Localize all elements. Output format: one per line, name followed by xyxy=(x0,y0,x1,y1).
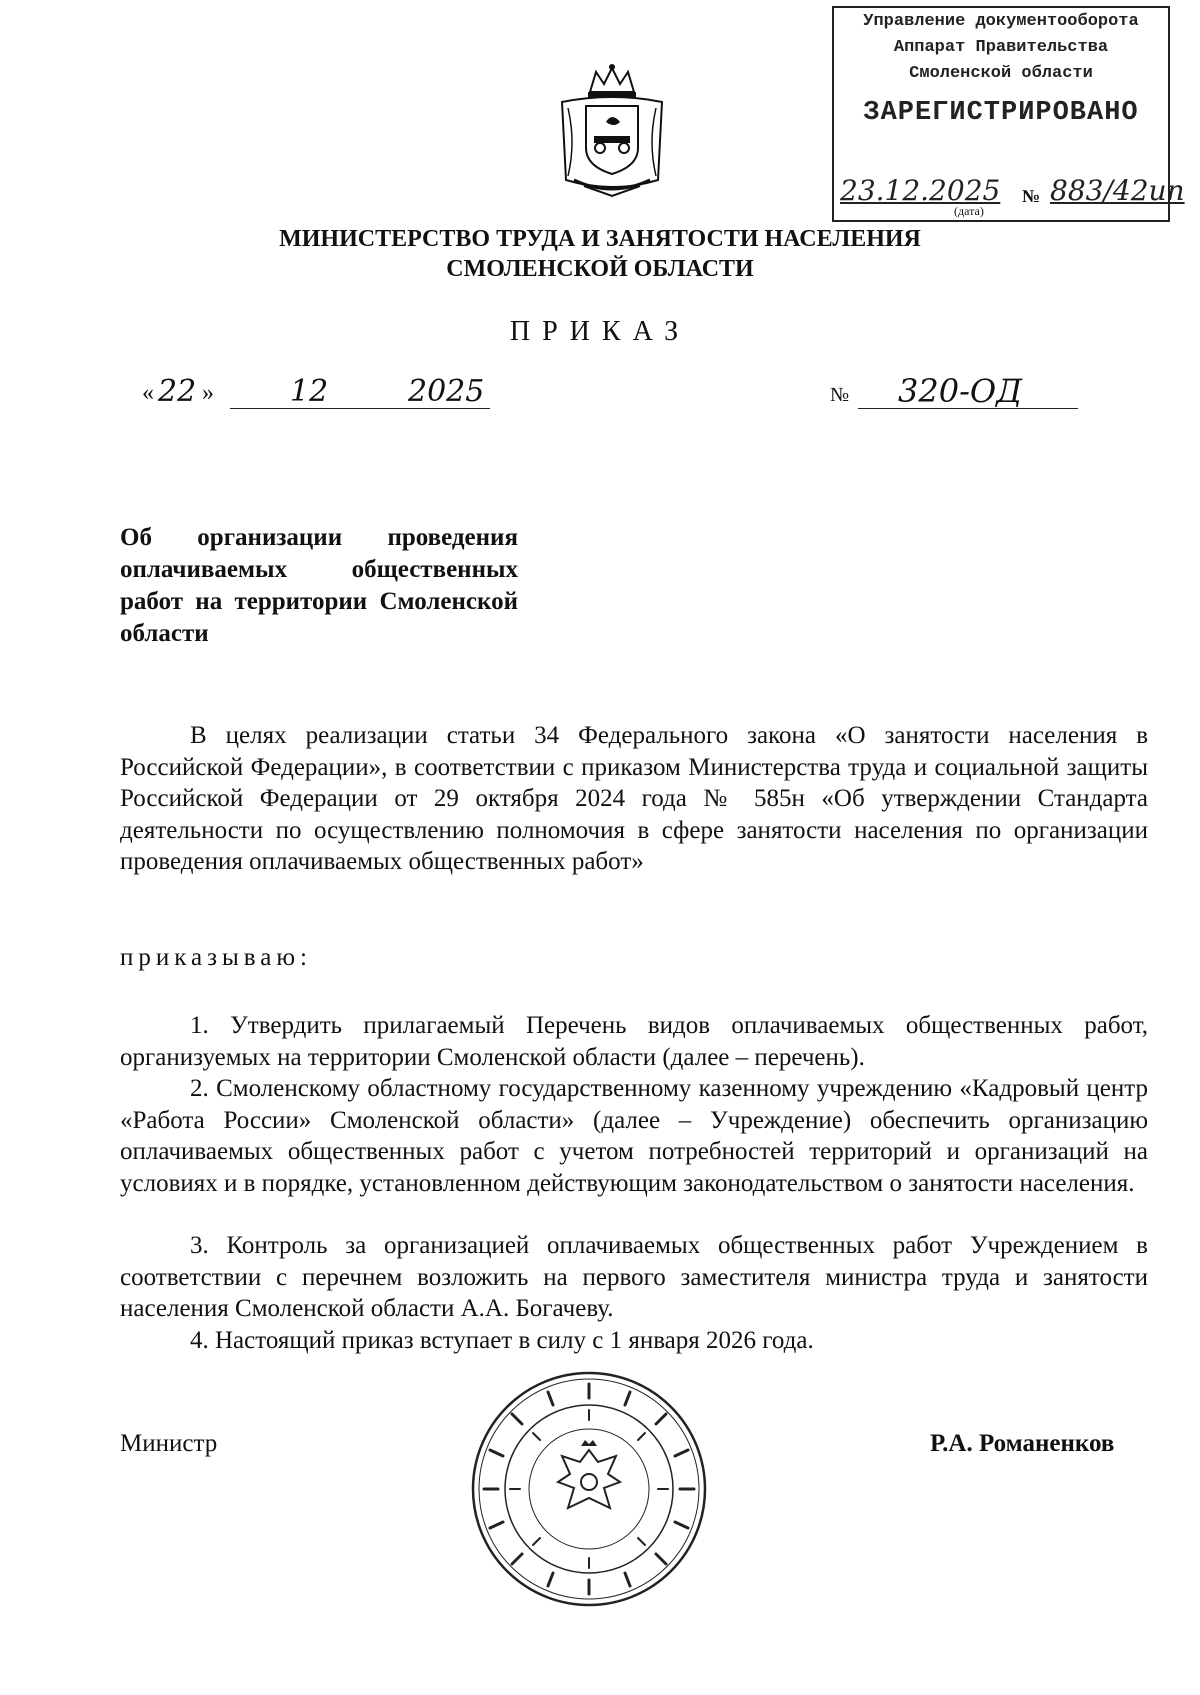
document-type-title: ПРИКАЗ xyxy=(509,316,691,347)
registration-number: 883/42ип xyxy=(1050,174,1185,207)
order-month: 12 xyxy=(290,374,329,409)
order-item-4: 4. Настоящий приказ вступает в силу с 1 января 2026 года. xyxy=(190,1327,814,1354)
preamble-paragraph: В целях реализации статьи 34 Федерального закона «О занятости населения в Российской Федерации», в соответствии с приказом Министерства труда и социальной защиты Российской Федерации от 29 октября 2024 года № 585н «Об утверждении Стандарта деятельности по осуществлению полномочия в сфере занятости населения по организации проведения оплачиваемых общественных работ» xyxy=(120,722,1148,875)
registration-stamp-line3: Смоленской области xyxy=(909,64,1093,83)
order-year: 2025 xyxy=(408,374,485,409)
date-quote-open: « xyxy=(142,380,154,406)
order-number-label: № xyxy=(830,384,850,406)
registration-stamp xyxy=(832,6,1185,222)
signer-name: Р.А. Романенков xyxy=(930,1430,1115,1457)
coat-of-arms-icon xyxy=(554,62,670,198)
number-underline xyxy=(858,408,1078,409)
signer-position: Министр xyxy=(120,1430,218,1457)
registration-date: 23.12.2025 xyxy=(840,174,1001,207)
ministry-name-line2: СМОЛЕНСКОЙ ОБЛАСТИ xyxy=(446,256,754,282)
order-item-1: 1. Утвердить прилагаемый Перечень видов оплачиваемых общественных работ, организуемых на территории Смоленской области (далее – перечень). xyxy=(120,1012,1148,1071)
registration-date-caption: (дата) xyxy=(954,204,984,218)
ministry-name-line1: МИНИСТЕРСТВО ТРУДА И ЗАНЯТОСТИ НАСЕЛЕНИЯ xyxy=(279,226,921,252)
date-quote-close: » xyxy=(202,380,214,406)
order-subject: Об организации проведения оплачиваемых общественных работ на территории Смоленской области xyxy=(120,524,518,647)
date-underline xyxy=(230,408,490,409)
order-item-2: 2. Смоленскому областному государственному казенному учреждению «Кадровый центр «Работа России» Смоленской области» (далее – Учреждение) обеспечить организацию оплачиваемых общественных работ с учетом потребностей территорий и организаций на условиях и в порядке, установленном действующим законодательством о занятости населения. xyxy=(120,1075,1148,1197)
official-seal-icon xyxy=(470,1370,708,1608)
registration-stamp-status: ЗАРЕГИСТРИРОВАНО xyxy=(863,98,1139,128)
registration-stamp-line1: Управление документооборота xyxy=(863,12,1139,31)
order-number: 320-ОД xyxy=(898,372,1023,410)
order-item-3: 3. Контроль за организацией оплачиваемых общественных работ Учреждением в соответствии с перечнем возложить на первого заместителя министра труда и занятости населения Смоленской области А.А. Богачеву. xyxy=(120,1232,1148,1322)
registration-number-label: № xyxy=(1022,186,1041,206)
registration-stamp-line2: Аппарат Правительства xyxy=(893,38,1109,57)
order-day: 22 xyxy=(158,374,197,409)
order-word: приказываю: xyxy=(120,944,312,971)
